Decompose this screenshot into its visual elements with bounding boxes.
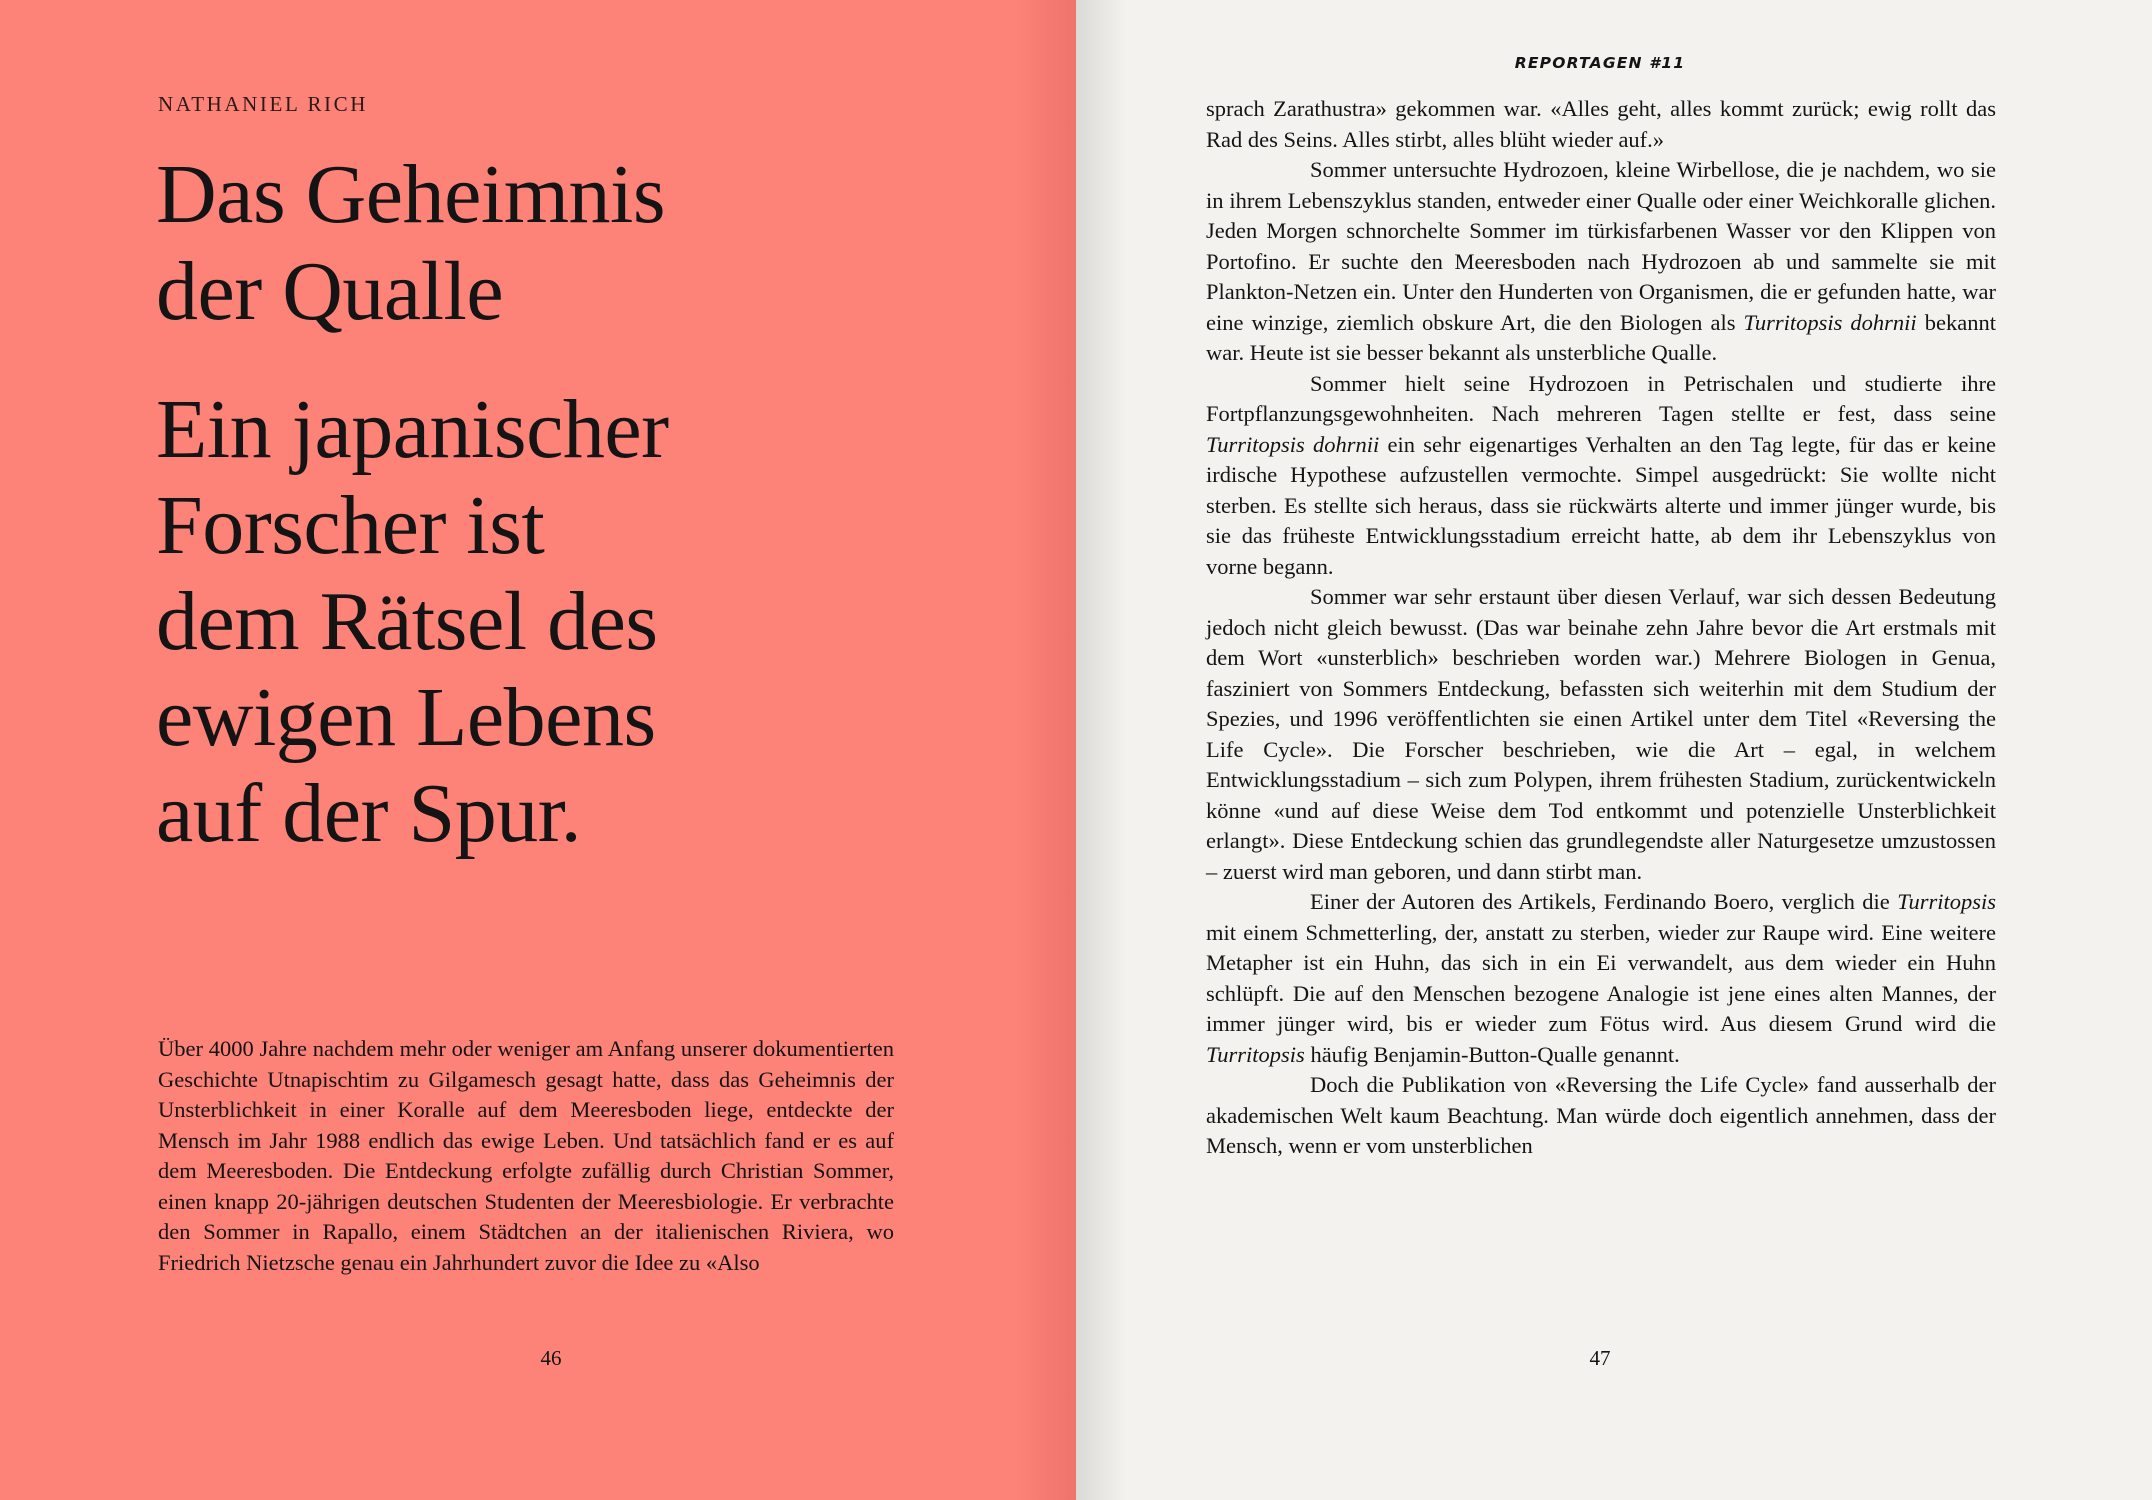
subtitle-line: ewigen Lebens	[156, 671, 656, 764]
title-line: der Qualle	[156, 245, 504, 338]
page-number-right: 47	[1589, 1346, 1611, 1370]
subtitle-line: Ein japanischer	[156, 383, 669, 476]
subtitle-line: Forscher ist	[156, 479, 545, 572]
page-number-left: 46	[540, 1346, 562, 1370]
species-name: Turritopsis dohrnii	[1206, 431, 1380, 457]
species-name: Turritopsis	[1897, 889, 1996, 914]
body-column	[1206, 94, 1996, 1162]
text-run: bekannt war. Heute ist sie besser bekannt als unsterbliche Qualle.	[1206, 309, 1996, 365]
text-run: häufig Benjamin-Button-Qualle genannt.	[1304, 1041, 1680, 1067]
title-line: Das Geheimnis	[156, 148, 666, 241]
running-head: REPORTAGEN #11	[1514, 54, 1686, 72]
body-paragraph: sprach Zarathustra» gekommen war. «Alles geht, alles kommt zurück; ewig rollt das Rad des Seins. Alles stirbt, alles blüht wieder auf.»	[1206, 96, 1996, 152]
body-paragraph	[1206, 887, 1996, 1070]
author-name: NATHANIEL RICH	[158, 92, 369, 116]
text-run: Einer der Autoren des Artikels, Ferdinando Boero, verglich die	[1310, 889, 1898, 914]
article-subtitle	[156, 382, 916, 862]
text-run: ein sehr eigenartiges Verhalten an den Tag legte, für das er keine irdische Hypothese aufzustellen vermochte. Simpel ausgedrückt: Sie wollte nicht sterben. Es stellte sich heraus, dass sie rückwärts alterte und immer jünger wurde, bis sie das früheste Entwicklungsstadium erreicht hatte, ab dem ihr Lebenszyklus von vorne begann.	[1206, 431, 1997, 579]
species-name: Turritopsis dohrnii	[1743, 309, 1917, 335]
body-paragraph: Doch die Publikation von «Reversing the Life Cycle» fand ausserhalb der akademischen Welt kaum Beachtung. Man würde doch eigentlich annehmen, dass der Mensch, wenn er vom unsterblichen	[1206, 1072, 1996, 1158]
body-paragraph: Sommer war sehr erstaunt über diesen Verlauf, war sich dessen Bedeutung jedoch nicht gleich bewusst. (Das war beinahe zehn Jahre bevor die Art erstmals mit dem Wort «unsterblich» beschrieben worden war.) Mehrere Biologen in Genua, fasziniert von Sommers Entdeckung, befassten sich weiterhin mit dem Studium der Spezies, und 1996 veröffentlichten sie einen Artikel unter dem Titel «Reversing the Life Cycle». Die Forscher beschrieben, wie die Art – egal, in welchem Entwicklungsstadium – sich zum Polypen, ihrem frühesten Stadium, zurückentwickeln könne «und auf diese Weise dem Tod entkommt und potenzielle Unsterblichkeit erlangt». Diese Entdeckung schien das grundlegendste aller Naturgesetze umzustossen – zuerst wird man geboren, und dann stirbt man.	[1206, 584, 1996, 884]
text-run: mit einem Schmetterling, der, anstatt zu sterben, wieder zur Raupe wird. Eine weitere Metapher ist ein Huhn, das sich in ein Ei verwandelt, aus dem wieder ein Huhn schlüpft. Die auf den Menschen bezogene Analogie ist jene eines alten Mannes, der immer jünger wird, bis er wieder zum Fötus wird. Aus diesem Grund wird die	[1206, 919, 1996, 1036]
body-paragraph	[1206, 369, 1996, 583]
text-run: Sommer untersuchte Hydrozoen, kleine Wirbellose, die je nachdem, wo sie in ihrem Lebenszyklus standen, entweder einer Qualle oder einer Weichkoralle glichen. Jeden Morgen schnorchelte Sommer im türkisfarbenen Wasser vor den Klippen von Portofino. Er suchte den Meeresboden nach Hydrozoen ab und sammelte sie mit Plankton-Netzen ein. Unter den Hunderten von Organismen, die er gefunden hatte, war eine winzige, ziemlich obskure Art, die den Biologen als	[1206, 157, 1996, 335]
subtitle-line: auf der Spur.	[156, 767, 582, 860]
body-paragraph	[1206, 155, 1996, 369]
article-title	[156, 146, 916, 340]
intro-paragraph: Über 4000 Jahre nachdem mehr oder weniger am Anfang unserer dokumentierten Geschichte Utnapischtim zu Gilgamesch gesagt hatte, dass das Geheimnis der Unsterblichkeit in einer Koralle auf dem Meeresboden liege, entdeckte der Mensch im Jahr 1988 endlich das ewige Leben. Und tatsächlich fand er es auf dem Meeresboden. Die Entdeckung erfolgte zufällig durch Christian Sommer, einen knapp 20-jährigen deutschen Studenten der Meeresbiologie. Er verbrachte den Sommer in Rapallo, einem Städtchen an der italienischen Riviera, wo Friedrich Nietzsche genau ein Jahrhundert zuvor die Idee zu «Also	[158, 1036, 894, 1275]
text-run: Sommer hielt seine Hydrozoen in Petrischalen und studierte ihre Fortpflanzungsgewohnheiten. Nach mehreren Tagen stellte er fest, dass seine	[1206, 370, 1996, 426]
species-name: Turritopsis	[1206, 1041, 1305, 1067]
subtitle-line: dem Rätsel des	[156, 575, 658, 668]
